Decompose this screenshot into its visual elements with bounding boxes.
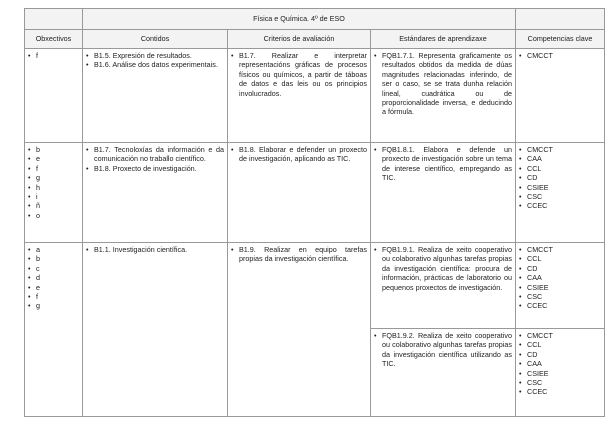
list-item: • CCL (519, 164, 601, 173)
list-item: • CCL (519, 254, 601, 263)
list-item: • B1.8. Proxecto de investigación. (86, 164, 224, 173)
cell-contidos (83, 243, 228, 417)
list-item: • CSIEE (519, 183, 601, 192)
list-item: • FQB1.9.2. Realiza de xeito cooperativo ou colaborativo algunhas tarefas propias da investigación científica utilizando as TIC. (374, 331, 512, 369)
list-item: • B1.7. Tecnoloxías da información e da comunicación no traballo científico. (86, 145, 224, 164)
list-item: • g (28, 301, 79, 310)
list-item: • f (28, 164, 79, 173)
list-item: • CMCCT (519, 51, 601, 60)
header-criterios: Criterios de avaliación (228, 30, 371, 49)
cell-obxectivos (25, 243, 83, 417)
list-item: • B1.7. Realizar e interpretar representacións gráficas de procesos físicos ou químicos, a partir de táboas de datos e das leis ou os principios involucrados. (231, 51, 367, 98)
title-blank-cell-right (516, 9, 605, 30)
cell-estandares (371, 243, 516, 329)
list-item: • h (28, 183, 79, 192)
list-item: • B1.5. Expresión de resultados. (86, 51, 224, 60)
header-row (25, 30, 605, 49)
list-item: • B1.8. Elaborar e defender un proxecto de investigación, aplicando as TIC. (231, 145, 367, 164)
header-estandares: Estándares de aprendizaxe (371, 30, 516, 49)
list-item: • d (28, 273, 79, 282)
cell-contidos (83, 143, 228, 243)
list-item: • CAA (519, 154, 601, 163)
list-item: • CAA (519, 273, 601, 282)
cell-criterios (228, 243, 371, 417)
list-item: • ñ (28, 201, 79, 210)
table-row (25, 243, 605, 329)
list-item: • FQB1.7.1. Representa graficamente os resultados obtidos da medida de dúas magnitudes relacionadas inferindo, de ser o caso, se se trata dunha relación lineal, cuadrática ou de proporcionalidade inversa, e deducindo a fórmula. (374, 51, 512, 117)
list-item: • CSC (519, 192, 601, 201)
cell-criterios (228, 143, 371, 243)
table-row (25, 49, 605, 143)
list-item: • CCEC (519, 387, 601, 396)
list-item: • CAA (519, 359, 601, 368)
list-item: • B1.6. Análise dos datos experimentais. (86, 60, 224, 69)
cell-estandares (371, 143, 516, 243)
cell-obxectivos (25, 49, 83, 143)
list-item: • CD (519, 264, 601, 273)
cell-competencias (516, 143, 605, 243)
list-item: • g (28, 173, 79, 182)
list-item: • FQB1.8.1. Elabora e defende un proxecto de investigación sobre un tema de interese científico, empregando as TIC. (374, 145, 512, 183)
list-item: • c (28, 264, 79, 273)
cell-estandares (371, 49, 516, 143)
cell-competencias (516, 49, 605, 143)
list-item: • b (28, 145, 79, 154)
title-blank-cell (25, 9, 83, 30)
cell-contidos (83, 49, 228, 143)
header-competencias: Competencias clave (516, 30, 605, 49)
list-item: • CD (519, 350, 601, 359)
list-item: • CSC (519, 292, 601, 301)
list-item: • FQB1.9.1. Realiza de xeito cooperativo ou colaborativo algunhas tarefas propias da investigación científica: procura de información, prácticas de laboratorio ou pequenos proxectos de investigación. (374, 245, 512, 292)
curriculum-table (24, 8, 605, 417)
list-item: • CCEC (519, 301, 601, 310)
list-item: • e (28, 154, 79, 163)
list-item: • CCEC (519, 201, 601, 210)
table-row (25, 143, 605, 243)
header-obxectivos: Obxectivos (25, 30, 83, 49)
cell-competencias (516, 329, 605, 417)
list-item: • CSC (519, 378, 601, 387)
title-row (25, 9, 605, 30)
list-item: • i (28, 192, 79, 201)
list-item: • b (28, 254, 79, 263)
list-item: • f (28, 51, 79, 60)
list-item: • CD (519, 173, 601, 182)
cell-competencias (516, 243, 605, 329)
cell-estandares (371, 329, 516, 417)
list-item: • B1.1. Investigación científica. (86, 245, 224, 254)
cell-obxectivos (25, 143, 83, 243)
list-item: • CCL (519, 340, 601, 349)
table-title: Física e Química. 4º de ESO (83, 9, 516, 30)
list-item: • o (28, 211, 79, 220)
list-item: • CMCCT (519, 331, 601, 340)
list-item: • CSIEE (519, 369, 601, 378)
header-contidos: Contidos (83, 30, 228, 49)
cell-criterios (228, 49, 371, 143)
list-item: • CSIEE (519, 283, 601, 292)
list-item: • CMCCT (519, 145, 601, 154)
list-item: • CMCCT (519, 245, 601, 254)
list-item: • f (28, 292, 79, 301)
list-item: • e (28, 283, 79, 292)
list-item: • a (28, 245, 79, 254)
list-item: • B1.9. Realizar en equipo tarefas propias da investigación científica. (231, 245, 367, 264)
curriculum-sheet (24, 8, 604, 417)
